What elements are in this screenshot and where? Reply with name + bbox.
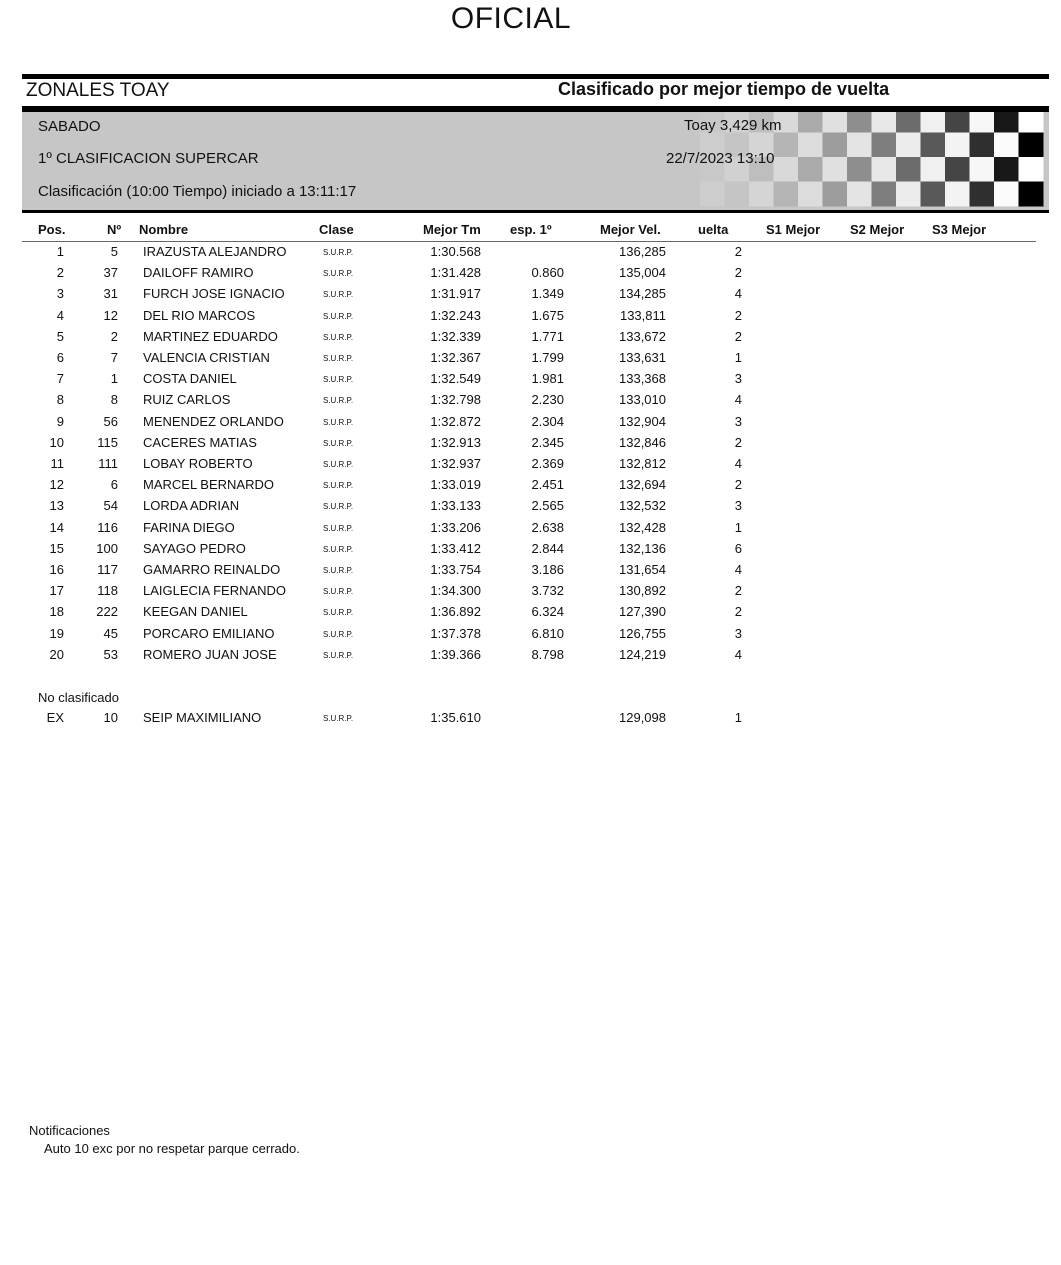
table-row xyxy=(0,520,1061,541)
best-lap-time: 1:32.367 xyxy=(430,350,481,365)
not-classified-label: No clasificado xyxy=(38,690,119,705)
driver-name: LAIGLECIA FERNANDO xyxy=(143,583,287,599)
table-row xyxy=(0,265,1061,286)
notifications-title: Notificaciones xyxy=(29,1123,110,1138)
best-speed: 132,846 xyxy=(619,434,666,450)
table-row xyxy=(0,562,1061,583)
table-row xyxy=(0,647,1061,668)
row-position: 18 xyxy=(49,604,64,620)
driver-name: MENENDEZ ORLANDO xyxy=(143,413,284,429)
gap-to-first: 1.771 xyxy=(531,328,564,344)
best-lap-number: 2 xyxy=(734,244,742,259)
row-position: 8 xyxy=(56,392,64,408)
table-row xyxy=(0,244,1061,265)
car-number: 56 xyxy=(103,413,118,429)
gap-to-first: 2.369 xyxy=(531,456,564,471)
best-lap-time: 1:32.339 xyxy=(430,328,481,344)
col-best-time: Mejor Tm xyxy=(423,222,481,237)
best-lap-number: 3 xyxy=(734,371,742,387)
car-class: S.U.R.P. xyxy=(323,332,354,342)
gap-to-first: 2.230 xyxy=(531,392,564,408)
driver-name: RUIZ CARLOS xyxy=(143,392,231,408)
best-lap-time: 1:34.300 xyxy=(430,583,481,599)
sort-title: Clasificado por mejor tiempo de vuelta xyxy=(558,79,890,99)
car-number: 2 xyxy=(110,328,118,344)
best-lap-time: 1:33.206 xyxy=(430,519,481,535)
car-number: 115 xyxy=(97,434,118,450)
row-position: 7 xyxy=(56,371,64,387)
driver-name: IRAZUSTA ALEJANDRO xyxy=(143,244,287,259)
table-row xyxy=(0,604,1061,625)
gap-to-first: 2.345 xyxy=(531,434,564,450)
track-length: Toay 3,429 km xyxy=(684,117,782,134)
results-table-header xyxy=(0,222,1061,240)
gap-to-first: 1.981 xyxy=(531,371,564,387)
car-class: S.U.R.P. xyxy=(323,375,354,385)
table-row xyxy=(0,308,1061,329)
best-speed: 133,631 xyxy=(619,350,666,365)
best-lap-number: 3 xyxy=(734,413,742,429)
best-speed: 136,285 xyxy=(619,244,666,259)
car-number: 31 xyxy=(103,286,118,302)
best-lap-time: 1:31.428 xyxy=(430,265,481,281)
car-class: S.U.R.P. xyxy=(323,290,354,300)
car-class: S.U.R.P. xyxy=(323,248,354,257)
best-lap-time: 1:32.872 xyxy=(430,413,481,429)
best-speed: 132,136 xyxy=(619,540,666,556)
best-lap-time: 1:36.892 xyxy=(430,604,481,620)
session-info-panel xyxy=(22,112,1049,210)
car-class: S.U.R.P. xyxy=(323,460,354,469)
car-number: 12 xyxy=(103,307,118,323)
best-speed: 133,010 xyxy=(619,392,666,408)
best-speed: 130,892 xyxy=(619,583,666,599)
car-class: S.U.R.P. xyxy=(323,587,354,597)
best-lap-time: 1:33.133 xyxy=(430,498,481,514)
row-position: 12 xyxy=(49,477,64,493)
gap-to-first: 2.844 xyxy=(531,540,564,556)
car-number: 5 xyxy=(110,244,118,259)
best-lap-number: 4 xyxy=(734,562,742,577)
best-lap-number: 4 xyxy=(734,646,742,662)
row-position: 10 xyxy=(49,434,64,450)
best-speed: 133,811 xyxy=(619,307,666,323)
gap-to-first: 3.732 xyxy=(531,583,564,599)
best-lap-time: 1:33.019 xyxy=(430,477,481,493)
car-class: S.U.R.P. xyxy=(323,523,354,533)
driver-name: DAILOFF RAMIRO xyxy=(143,265,254,281)
gap-to-first: 0.860 xyxy=(531,265,564,281)
table-row xyxy=(0,350,1061,371)
car-number: 6 xyxy=(110,477,118,493)
best-speed: 134,285 xyxy=(619,286,666,302)
car-number: 8 xyxy=(110,392,118,408)
row-position: 11 xyxy=(50,456,64,471)
gap-to-first: 1.675 xyxy=(531,307,564,323)
driver-name: FURCH JOSE IGNACIO xyxy=(143,286,285,302)
car-class: S.U.R.P. xyxy=(323,608,354,618)
best-lap-time: 1:35.610 xyxy=(430,710,481,725)
best-lap-number: 2 xyxy=(734,328,742,344)
row-position: 9 xyxy=(56,413,64,429)
session-day: SABADO xyxy=(38,118,101,135)
gap-to-first: 2.451 xyxy=(531,477,564,493)
car-class: S.U.R.P. xyxy=(323,396,354,406)
best-speed: 132,532 xyxy=(619,498,666,514)
best-speed: 129,098 xyxy=(619,710,666,725)
panel-bottom-rule xyxy=(22,210,1049,213)
row-position: 14 xyxy=(49,519,64,535)
row-position: 17 xyxy=(49,583,64,599)
best-lap-time: 1:31.917 xyxy=(430,286,481,302)
best-lap-number: 4 xyxy=(734,286,742,302)
driver-name: SAYAGO PEDRO xyxy=(143,540,246,556)
gap-to-first: 2.565 xyxy=(531,498,564,514)
row-position: 16 xyxy=(49,562,64,577)
table-row xyxy=(0,392,1061,413)
table-row xyxy=(0,498,1061,519)
table-row xyxy=(0,414,1061,435)
car-class: S.U.R.P. xyxy=(323,311,354,321)
best-speed: 133,672 xyxy=(619,328,666,344)
car-number: 45 xyxy=(103,625,118,641)
row-position: 3 xyxy=(56,286,64,302)
row-position: 15 xyxy=(49,540,64,556)
car-number: 117 xyxy=(97,562,118,577)
best-speed: 132,812 xyxy=(619,456,666,471)
table-row xyxy=(0,477,1061,498)
car-class: S.U.R.P. xyxy=(323,650,354,660)
best-speed: 132,694 xyxy=(619,477,666,493)
row-position: 4 xyxy=(56,307,64,323)
best-lap-time: 1:39.366 xyxy=(430,646,481,662)
best-lap-time: 1:32.243 xyxy=(430,307,481,323)
car-number: 10 xyxy=(103,710,118,725)
car-class: S.U.R.P. xyxy=(323,629,354,639)
session-name: 1º CLASIFICACION SUPERCAR xyxy=(38,150,259,167)
car-class: S.U.R.P. xyxy=(323,544,354,554)
best-lap-number: 2 xyxy=(734,307,742,323)
best-lap-number: 1 xyxy=(734,519,742,535)
best-lap-number: 1 xyxy=(734,710,742,725)
table-row xyxy=(0,710,1061,731)
best-speed: 132,428 xyxy=(619,519,666,535)
best-lap-number: 4 xyxy=(734,392,742,408)
best-speed: 127,390 xyxy=(619,604,666,620)
driver-name: COSTA DANIEL xyxy=(143,371,237,387)
car-class: S.U.R.P. xyxy=(323,481,354,491)
best-speed: 131,654 xyxy=(619,562,666,577)
car-class: S.U.R.P. xyxy=(323,502,354,512)
gap-to-first: 2.304 xyxy=(531,413,564,429)
col-number: Nº xyxy=(107,222,122,237)
best-speed: 124,219 xyxy=(619,646,666,662)
col-s3: S3 Mejor xyxy=(932,222,987,237)
car-class: S.U.R.P. xyxy=(323,566,354,575)
best-lap-number: 2 xyxy=(734,434,742,450)
car-number: 53 xyxy=(103,646,118,662)
row-position: 13 xyxy=(49,498,64,514)
driver-name: ROMERO JUAN JOSE xyxy=(143,646,277,662)
best-speed: 133,368 xyxy=(619,371,666,387)
table-row xyxy=(0,541,1061,562)
car-class: S.U.R.P. xyxy=(323,714,354,723)
best-lap-time: 1:32.549 xyxy=(430,371,481,387)
best-lap-time: 1:33.412 xyxy=(430,540,481,556)
car-number: 1 xyxy=(110,371,118,387)
best-lap-time: 1:37.378 xyxy=(430,625,481,641)
table-row xyxy=(0,435,1061,456)
best-lap-number: 2 xyxy=(734,265,742,281)
row-position: EX xyxy=(46,710,64,725)
gap-to-first: 6.324 xyxy=(531,604,564,620)
row-position: 2 xyxy=(56,265,64,281)
session-status: Clasificación (10:00 Tiempo) iniciado a 13:11:17 xyxy=(38,183,357,200)
driver-name: MARCEL BERNARDO xyxy=(143,477,274,493)
table-row xyxy=(0,371,1061,392)
car-class: S.U.R.P. xyxy=(323,354,354,363)
best-lap-number: 1 xyxy=(734,350,742,365)
car-number: 37 xyxy=(103,265,118,281)
driver-name: PORCARO EMILIANO xyxy=(143,625,275,641)
best-lap-number: 3 xyxy=(734,498,742,514)
top-rule xyxy=(22,74,1049,79)
driver-name: CACERES MATIAS xyxy=(143,434,257,450)
gap-to-first: 6.810 xyxy=(531,625,564,641)
session-datetime: 22/7/2023 13:10 xyxy=(666,150,775,167)
best-speed: 135,004 xyxy=(619,265,666,281)
car-class: S.U.R.P. xyxy=(323,438,354,448)
car-number: 118 xyxy=(97,583,118,599)
official-stamp: OFICIAL xyxy=(450,2,572,35)
row-position: 1 xyxy=(56,244,64,259)
best-lap-time: 1:32.798 xyxy=(430,392,481,408)
best-lap-number: 3 xyxy=(734,625,742,641)
driver-name: KEEGAN DANIEL xyxy=(143,604,248,620)
table-row xyxy=(0,286,1061,307)
gap-to-first: 1.349 xyxy=(531,286,564,302)
best-speed: 126,755 xyxy=(619,625,666,641)
car-number: 116 xyxy=(97,519,118,535)
driver-name: GAMARRO REINALDO xyxy=(143,562,281,577)
col-name: Nombre xyxy=(139,222,189,237)
event-name: ZONALES TOAY xyxy=(26,80,170,101)
car-class: S.U.R.P. xyxy=(323,417,354,427)
table-row xyxy=(0,329,1061,350)
table-row xyxy=(0,626,1061,647)
car-number: 7 xyxy=(110,350,118,365)
best-lap-time: 1:33.754 xyxy=(430,562,481,577)
col-gap: esp. 1º xyxy=(510,222,552,237)
driver-name: LORDA ADRIAN xyxy=(143,498,240,514)
row-position: 5 xyxy=(56,328,64,344)
gap-to-first: 3.186 xyxy=(531,562,564,577)
best-speed: 132,904 xyxy=(619,413,666,429)
row-position: 19 xyxy=(49,625,64,641)
col-s2: S2 Mejor xyxy=(850,222,905,237)
best-lap-time: 1:30.568 xyxy=(430,244,481,259)
driver-name: VALENCIA CRISTIAN xyxy=(143,350,270,365)
table-row xyxy=(0,456,1061,477)
car-class: S.U.R.P. xyxy=(323,269,354,279)
gap-to-first: 8.798 xyxy=(531,646,564,662)
car-number: 111 xyxy=(98,456,118,471)
col-class: Clase xyxy=(319,222,354,237)
col-pos: Pos. xyxy=(38,222,66,237)
car-number: 54 xyxy=(103,498,118,514)
gap-to-first: 2.638 xyxy=(531,519,564,535)
table-row xyxy=(0,583,1061,604)
row-position: 20 xyxy=(49,646,64,662)
car-number: 222 xyxy=(96,604,118,620)
header-underline xyxy=(22,241,1036,242)
driver-name: SEIP MAXIMILIANO xyxy=(143,710,262,725)
driver-name: FARINA DIEGO xyxy=(143,519,235,535)
best-lap-number: 2 xyxy=(734,604,742,620)
gap-to-first: 1.799 xyxy=(531,350,564,365)
row-position: 6 xyxy=(56,350,64,365)
col-best-speed: Mejor Vel. xyxy=(600,222,661,237)
best-lap-number: 4 xyxy=(734,456,742,471)
best-lap-time: 1:32.913 xyxy=(430,434,481,450)
best-lap-number: 2 xyxy=(734,583,742,599)
driver-name: MARTINEZ EDUARDO xyxy=(143,328,278,344)
driver-name: DEL RIO MARCOS xyxy=(143,307,256,323)
col-s1: S1 Mejor xyxy=(766,222,821,237)
col-lap: uelta xyxy=(698,222,729,237)
notification-text: Auto 10 exc por no respetar parque cerrado. xyxy=(44,1141,300,1156)
driver-name: LOBAY ROBERTO xyxy=(143,456,253,471)
car-number: 100 xyxy=(96,540,118,556)
best-lap-time: 1:32.937 xyxy=(430,456,481,471)
best-lap-number: 6 xyxy=(734,540,742,556)
best-lap-number: 2 xyxy=(734,477,742,493)
